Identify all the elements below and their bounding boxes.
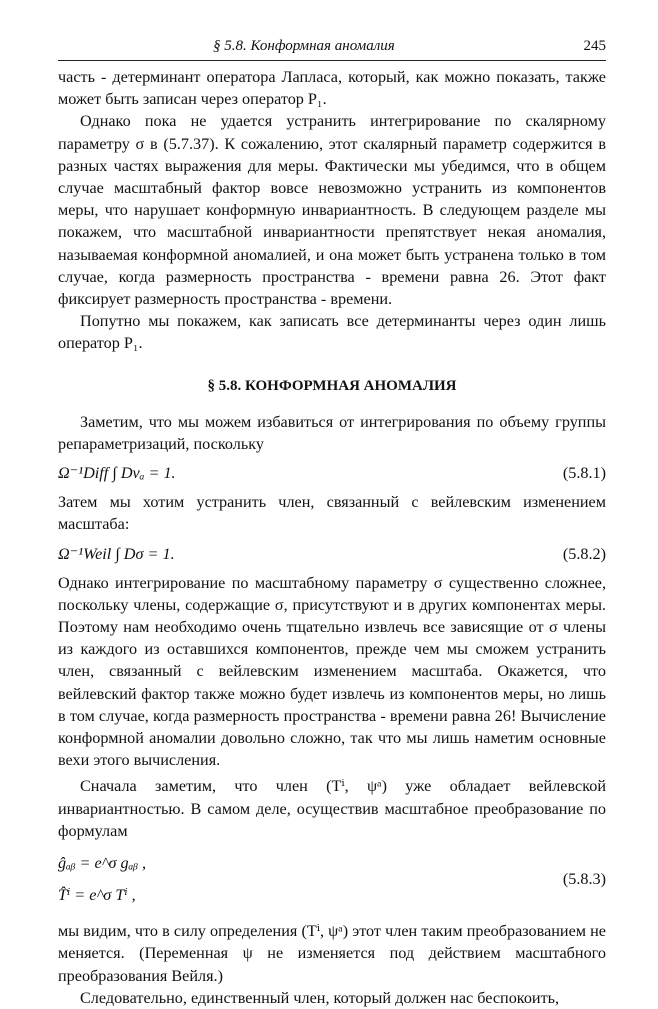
paragraph: Затем мы хотим устранить член, связанный с вейлевским изменением масштаба: [58, 493, 606, 534]
paragraph: Заметим, что мы можем избавиться от интегрирования по объему группы репараметризаций, поскольку [58, 412, 606, 454]
paragraph: Сначала заметим, что член (Tⁱ, ψᵃ) уже обладает вейлевской инвариантностью. В самом деле, осуществив масштабное преобразование по формулам [58, 777, 606, 840]
paragraph: часть - детерминант оператора Лапласа, который, как можно показать, также может быть записан через оператор P₁. [58, 68, 606, 109]
paragraph: мы видим, что в силу определения (Tⁱ, ψᵃ) этот член таким преобразованием не меняется. (Переменная ψ не изменяется под действием масштабного преобразования Вейля.) [58, 922, 606, 985]
section-heading: § 5.8. КОНФОРМНАЯ АНОМАЛИЯ [207, 377, 457, 394]
equation-5-8-2 [58, 540, 606, 568]
paragraph: Однако интегрирование по масштабному параметру σ существенно сложнее, поскольку члены, содержащие σ, присутствуют и в других компонентах меры. Поэтому нам необходимо очень тщательно извлечь все зависящие от σ члены из каждого из оставшихся компонентов, прежде чем мы сможем устранить член, связанный с вейлевским изменением масштаба. Окажется, что вейлевский фактор также можно будет извлечь из компонентов меры, но лишь в том случае, когда размерность пространства - времени равна 26! Вычисление конформной аномалии довольно сложно, так что мы лишь наметим основные вехи этого вычисления. [58, 573, 606, 770]
equation-5-8-3 [58, 848, 606, 914]
page-number: 245 [583, 38, 606, 54]
running-header [58, 36, 606, 60]
equation-5-8-1 [58, 459, 606, 487]
equation-number: (5.8.1) [562, 464, 606, 483]
header-rule [58, 60, 606, 61]
equation-body: Ω⁻¹Weil ∫ Dσ = 1. [58, 544, 175, 563]
paragraph: Однако пока не удается устранить интегрирование по скалярному параметру σ в (5.7.37). К сожалению, этот скалярный параметр содержится в разных частях выражения для меры. Фактически мы убедимся, что в общем случае масштабный фактор вовсе невозможно устранить из компонентов меры, что нарушает конформную инвариантность. В следующем разделе мы покажем, что масштабной инвариантности препятствует некая аномалия, называемая конформной аномалией, и она может быть устранена только в том случае, когда размерность пространства - времени равна 26. Этот факт фиксирует размерность пространства - времени. [58, 112, 606, 309]
equation-line: T̂ⁱ = e^σ Tⁱ , [58, 886, 136, 905]
equation-body: Ω⁻¹Diff ∫ Dvₐ = 1. [58, 464, 176, 483]
page-body [58, 66, 606, 1009]
running-title: § 5.8. Конформная аномалия [213, 38, 395, 54]
paragraph: Следовательно, единственный член, который должен нас беспокоить, [80, 988, 560, 1007]
equation-number: (5.8.3) [562, 870, 606, 889]
equation-number: (5.8.2) [562, 544, 606, 563]
equation-line: ĝₐᵦ = e^σ gₐᵦ , [58, 854, 147, 873]
paragraph: Попутно мы покажем, как записать все детерминанты через один лишь оператор P₁. [58, 312, 606, 353]
